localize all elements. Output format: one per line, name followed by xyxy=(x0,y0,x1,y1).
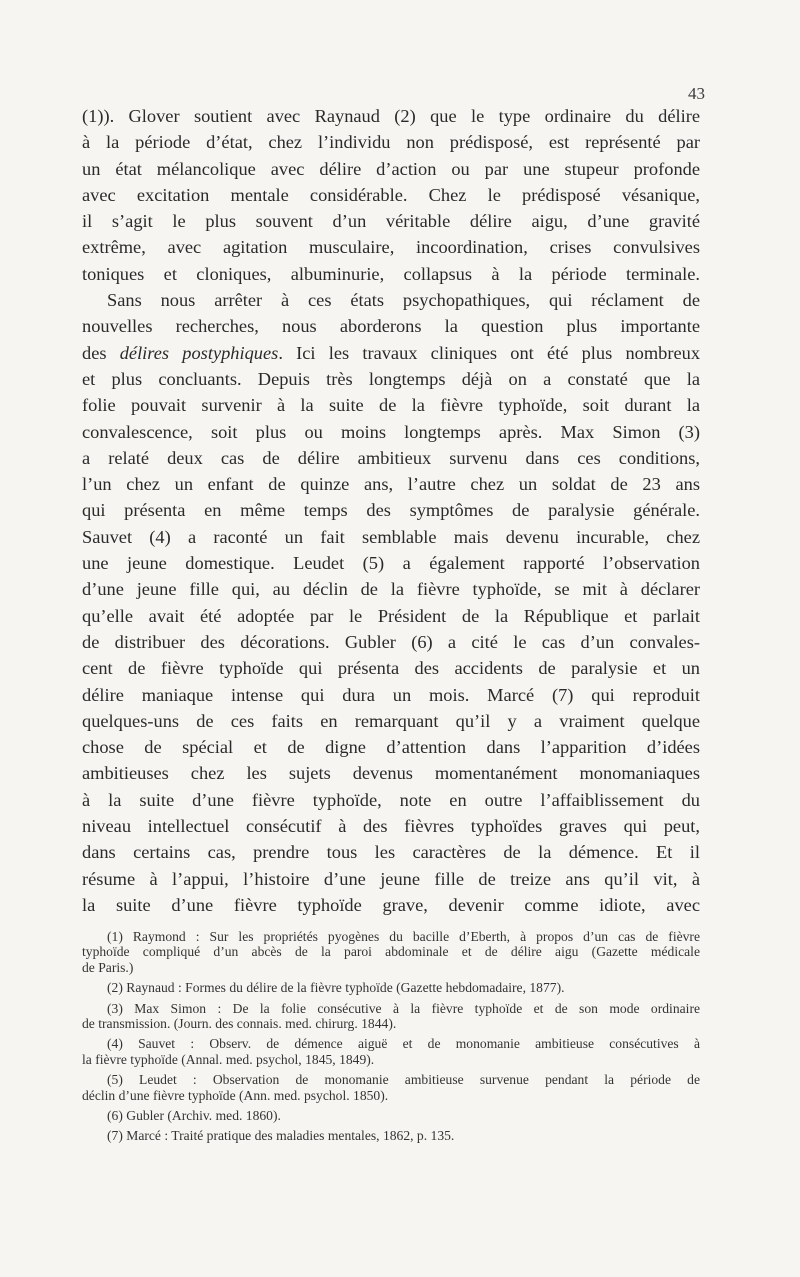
footnote-line: (4) Sauvet : Observ. de démence aiguë et de monomanie ambitieuse consécutives à xyxy=(107,1036,700,1052)
body-line: ambitieuses chez les sujets devenus momentanément monomaniaques xyxy=(82,763,700,784)
body-line: de distribuer des décorations. Gubler (6) a cité le cas d’un convales- xyxy=(82,631,700,652)
footnote-line: (6) Gubler (Archiv. med. 1860). xyxy=(107,1108,281,1124)
body-line: (1)). Glover soutient avec Raynaud (2) que le type ordinaire du délire xyxy=(82,106,700,126)
italic-before: des xyxy=(82,342,120,363)
body-line: chose de spécial et de digne d’attention dans l’apparition d’idées xyxy=(82,737,700,758)
footnote-line: la fièvre typhoïde (Annal. med. psychol, 1845, 1849). xyxy=(82,1051,375,1067)
page-number: 43 xyxy=(688,84,705,103)
body-line: délire maniaque intense qui dura un mois. Marcé (7) qui reproduit xyxy=(82,684,700,705)
body-line: un état mélancolique avec délire d’action ou par une stupeur profonde xyxy=(82,158,700,179)
footnote-line: de Paris.) xyxy=(82,959,134,975)
body-line: Sans nous arrêter à ces états psychopathiques, qui réclament de xyxy=(107,290,700,311)
body-line: extrême, avec agitation musculaire, incoordination, crises convulsives xyxy=(82,237,700,258)
body-line: qu’elle avait été adoptée par le Président de la République et parlait xyxy=(82,605,700,626)
body-line: nouvelles recherches, nous aborderons la question plus importante xyxy=(82,316,700,337)
footnote-line: (2) Raynaud : Formes du délire de la fièvre typhoïde (Gazette hebdomadaire, 1877). xyxy=(107,980,565,996)
footnote-line: typhoïde compliqué d’un abcès de la paroi abdominale et de délire aigu (Gazette médicale xyxy=(82,944,700,960)
footnotes xyxy=(82,929,700,1144)
body-line: niveau intellectuel consécutif à des fièvres typhoïdes graves qui peut, xyxy=(82,816,700,837)
body-line: à la suite d’une fièvre typhoïde, note en outre l’affaiblissement du xyxy=(82,789,700,810)
footnote-line: déclin d’une fièvre typhoïde (Ann. med. psychol. 1850). xyxy=(82,1087,389,1103)
body-line: avec excitation mentale considérable. Chez le prédisposé vésanique, xyxy=(82,184,700,205)
body-line: convalescence, soit plus ou moins longtemps après. Max Simon (3) xyxy=(82,421,700,442)
footnote-line: (3) Max Simon : De la folie consécutive à la fièvre typhoïde et de son mode ordinaire xyxy=(107,1000,700,1016)
body-line: résume à l’appui, l’histoire d’une jeune fille de treize ans qu’il vit, à xyxy=(82,868,700,889)
body-line: à la période d’état, chez l’individu non prédisposé, est représenté par xyxy=(82,132,700,153)
body-line: qui présenta en même temps des symptômes de paralysie générale. xyxy=(82,500,700,521)
body-text xyxy=(82,103,700,918)
footnote-line: (7) Marcé : Traité pratique des maladies mentales, 1862, p. 135. xyxy=(107,1128,455,1144)
body-line: toniques et cloniques, albuminurie, collapsus à la période terminale. xyxy=(82,263,700,284)
body-line: a relaté deux cas de délire ambitieux survenu dans ces conditions, xyxy=(82,447,700,468)
italic-term: délires postyphiques xyxy=(119,342,279,363)
italic-after: . Ici les travaux cliniques ont été plus nombreux xyxy=(278,342,700,363)
body-line: quelques-uns de ces faits en remarquant qu’il y a vraiment quelque xyxy=(82,710,700,731)
body-line: dans certains cas, prendre tous les caractères de la démence. Et il xyxy=(82,842,700,863)
body-line: Sauvet (4) a raconté un fait semblable mais devenu incurable, chez xyxy=(82,526,700,547)
footnote-line: (5) Leudet : Observation de monomanie ambitieuse survenue pendant la période de xyxy=(107,1072,700,1088)
body-line: l’un chez un enfant de quinze ans, l’autre chez un soldat de 23 ans xyxy=(82,474,700,495)
body-line: d’une jeune fille qui, au déclin de la fièvre typhoïde, se mit à déclarer xyxy=(82,579,700,600)
body-line: et plus concluants. Depuis très longtemps déjà on a constaté que la xyxy=(82,368,700,389)
body-line: une jeune domestique. Leudet (5) a également rapporté l’observation xyxy=(82,553,700,574)
body-line: la suite d’une fièvre typhoïde grave, devenir comme idiote, avec xyxy=(82,894,700,915)
body-line: cent de fièvre typhoïde qui présenta des accidents de paralysie et un xyxy=(82,658,700,679)
footnote-line: de transmission. (Journ. des connais. med. chirurg. 1844). xyxy=(82,1016,397,1032)
footnote-line: (1) Raymond : Sur les propriétés pyogènes du bacille d’Eberth, à propos d’un cas de fièvre xyxy=(107,929,700,944)
body-line: folie pouvait survenir à la suite de la fièvre typhoïde, soit durant la xyxy=(82,395,700,416)
body-line: il s’agit le plus souvent d’un véritable délire aigu, d’une gravité xyxy=(82,211,700,232)
body-line-italic xyxy=(82,340,700,366)
